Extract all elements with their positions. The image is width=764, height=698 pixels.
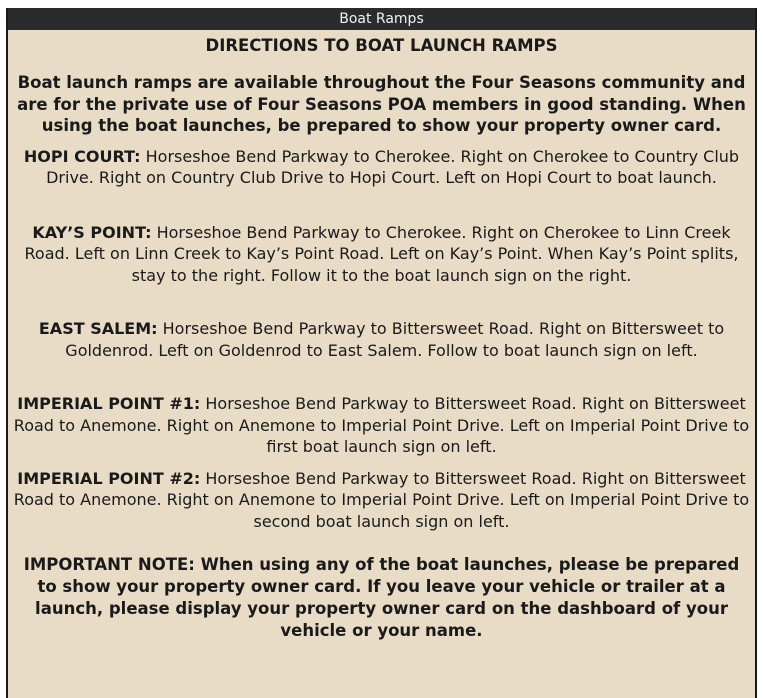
ramp-name: EAST SALEM: [38, 319, 158, 338]
ramp-directions: Horseshoe Bend Parkway to Bittersweet Road. Right on Bittersweet Road to Anemone. Right on Anemone to Imperial Point Drive. Left on Imperial Point Drive to second boat launch sign on left. [13, 468, 750, 531]
ramp-directions: Horseshoe Bend Parkway to Cherokee. Right on Cherokee to Country Club Drive. Right on Country Club Drive to Hopi Court. Left on Hopi Court to boat launch. [46, 146, 740, 187]
ramp-directions: Horseshoe Bend Parkway to Bittersweet Road. Right on Bittersweet to Goldenrod. Left on Goldenrod to East Salem. Follow to boat launch sign on left. [65, 319, 725, 360]
ramp-imperial-point-1 [12, 393, 751, 458]
page-heading: DIRECTIONS TO BOAT LAUNCH RAMPS [205, 36, 558, 55]
ramp-kays-point [12, 222, 751, 287]
ramp-name: HOPI COURT: [23, 146, 141, 166]
ramp-name: IMPERIAL POINT #1: [17, 394, 201, 413]
intro-paragraph: Boat launch ramps are available throughout the Four Seasons community and are for the private use of Four Seasons POA members in good standing. When using the boat launches, be prepared to show your property owner card. [17, 73, 746, 135]
important-note: IMPORTANT NOTE: When using any of the boat launches, please be prepared to show your property owner card. If you leave your vehicle or trailer at a launch, please display your property owner card on the dashboard of your vehicle or your name. [23, 555, 740, 640]
boat-ramps-panel [6, 8, 757, 698]
panel-title: Boat Ramps [8, 8, 755, 30]
ramp-imperial-point-2 [12, 468, 751, 533]
ramp-name: KAY’S POINT: [32, 222, 152, 242]
ramp-name: IMPERIAL POINT #2: [17, 468, 201, 488]
ramp-directions: Horseshoe Bend Parkway to Bittersweet Road. Right on Bittersweet Road to Anemone. Right on Anemone to Imperial Point Drive. Left on Imperial Point Drive to first boat launch sign on left. [13, 394, 750, 456]
ramp-hopi-court [12, 146, 751, 189]
ramp-directions: Horseshoe Bend Parkway to Cherokee. Right on Cherokee to Linn Creek Road. Left on Linn Creek to Kay’s Point Road. Left on Kay’s Point. When Kay’s Point splits, stay to the right. Follow it to the boat launch sign on the right. [24, 222, 739, 285]
ramp-east-salem [12, 318, 751, 361]
panel-content [8, 35, 755, 642]
